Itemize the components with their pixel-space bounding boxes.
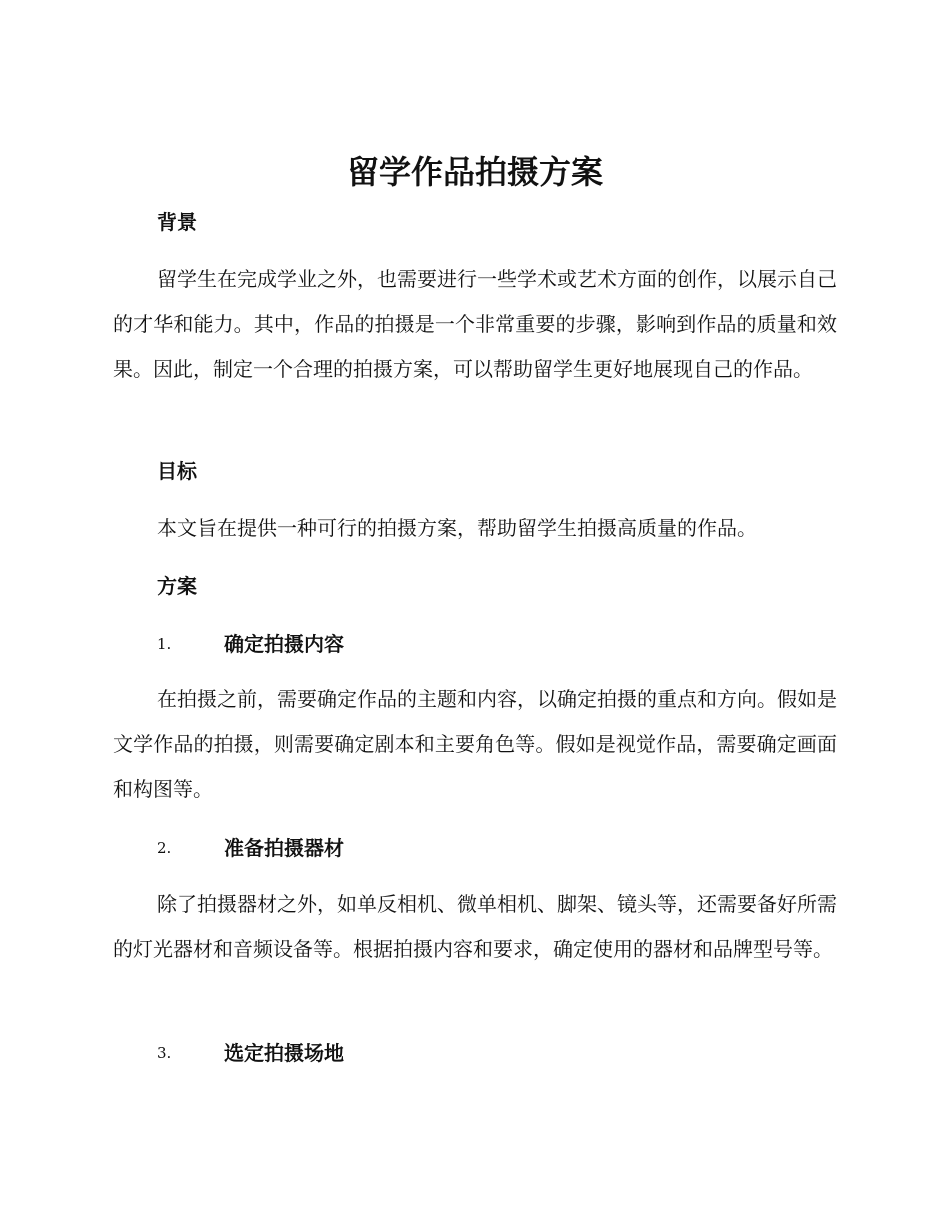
list-item-label: 准备拍摄器材 bbox=[224, 836, 344, 860]
background-paragraph: 留学生在完成学业之外，也需要进行一些学术或艺术方面的创作，以展示自己的才华和能力。其中，作品的拍摄是一个非常重要的步骤，影响到作品的质量和效果。因此，制定一个合理的拍摄方案，可以帮助留学生更好地展现自己的作品。 bbox=[113, 267, 837, 381]
plan-item-paragraph: 除了拍摄器材之外，如单反相机、微单相机、脚架、镜头等，还需要备好所需的灯光器材和音频设备等。根据拍摄内容和要求，确定使用的器材和品牌型号等。 bbox=[113, 892, 837, 961]
plan-list-item bbox=[157, 630, 344, 658]
list-item-label: 确定拍摄内容 bbox=[224, 632, 344, 656]
plan-list-item bbox=[157, 1039, 344, 1067]
plan-list-item bbox=[157, 834, 344, 862]
list-item-number: 2. bbox=[157, 839, 172, 857]
document-title: 留学作品拍摄方案 bbox=[346, 153, 603, 191]
list-item-number: 1. bbox=[157, 635, 172, 653]
goal-paragraph: 本文旨在提供一种可行的拍摄方案，帮助留学生拍摄高质量的作品。 bbox=[157, 516, 757, 540]
list-item-number: 3. bbox=[157, 1044, 172, 1062]
list-item-label: 选定拍摄场地 bbox=[224, 1041, 344, 1065]
section-heading-goal: 目标 bbox=[157, 459, 197, 483]
section-heading-background: 背景 bbox=[157, 210, 197, 234]
plan-item-paragraph: 在拍摄之前，需要确定作品的主题和内容，以确定拍摄的重点和方向。假如是文学作品的拍摄，则需要确定剧本和主要角色等。假如是视觉作品，需要确定画面和构图等。 bbox=[113, 687, 837, 801]
section-heading-plan: 方案 bbox=[157, 574, 197, 598]
